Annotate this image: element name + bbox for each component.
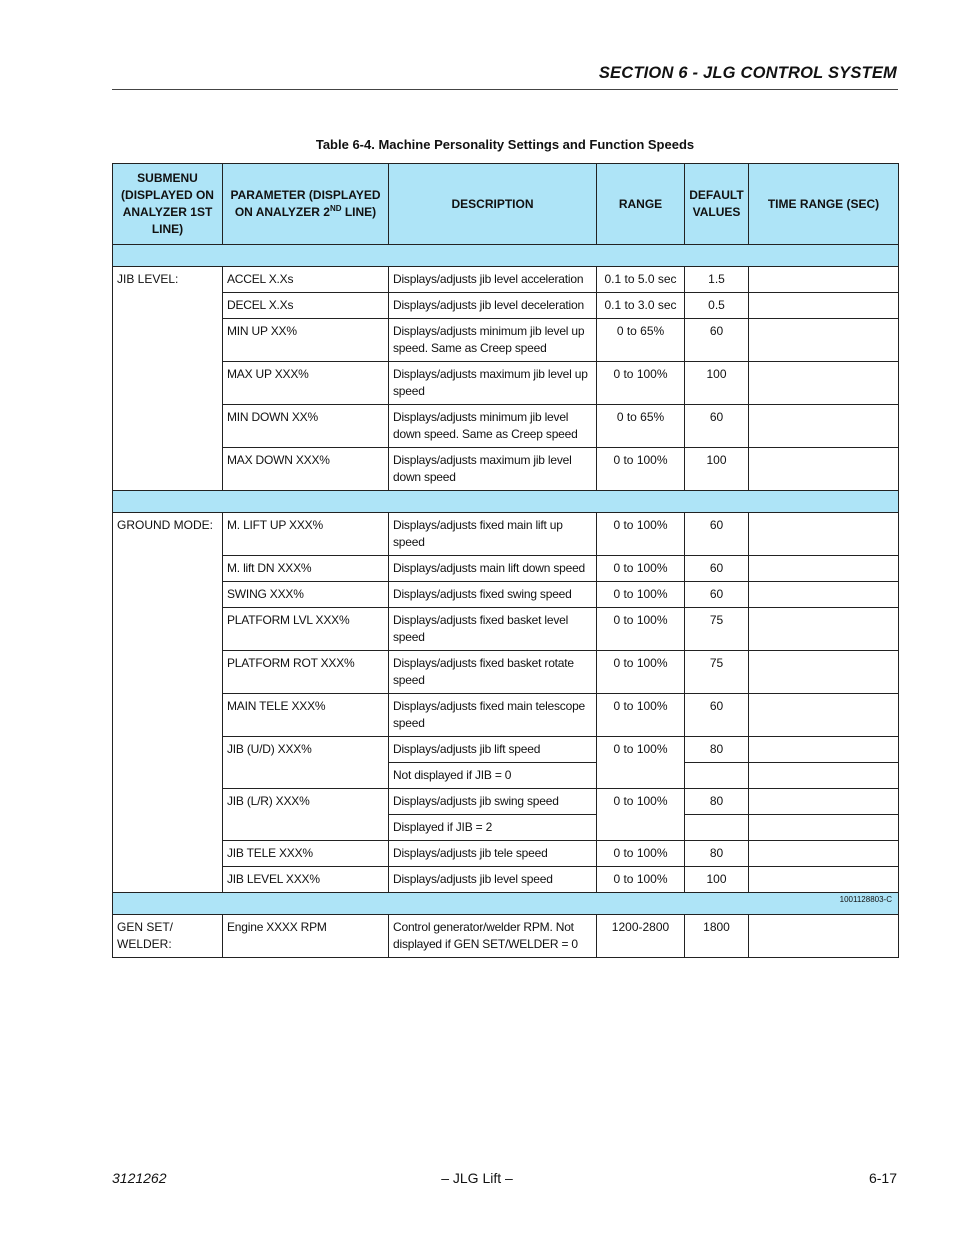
desc-cell: Displays/adjusts fixed basket level speed — [389, 608, 597, 651]
desc-cell: Displays/adjusts minimum jib level up speed. Same as Creep speed — [389, 319, 597, 362]
col-parameter-sup: ND — [329, 204, 342, 213]
param-cell: Engine XXXX RPM — [223, 915, 389, 958]
default-cell: 60 — [685, 319, 749, 362]
col-parameter-suffix: LINE) — [341, 205, 377, 219]
range-cell: 0 to 100% — [597, 608, 685, 651]
default-cell: 0.5 — [685, 293, 749, 319]
range-cell: 0 to 100% — [597, 513, 685, 556]
desc-cell: Displays/adjusts jib tele speed — [389, 841, 597, 867]
range-cell: 0 to 100% — [597, 867, 685, 893]
table-row — [113, 362, 899, 405]
default-cell: 80 — [685, 789, 749, 815]
default-cell: 60 — [685, 513, 749, 556]
desc-cell: Displays/adjusts jib level deceleration — [389, 293, 597, 319]
param-cell: MAX DOWN XXX% — [223, 448, 389, 491]
table-row — [113, 867, 899, 893]
table-row — [113, 789, 899, 815]
page-number: 6-17 — [868, 1170, 897, 1186]
desc-cell: Displays/adjusts jib level speed — [389, 867, 597, 893]
time-range-cell — [749, 915, 899, 958]
table-row — [113, 293, 899, 319]
time-range-cell — [749, 405, 899, 448]
desc-cell: Displays/adjusts fixed basket rotate speed — [389, 651, 597, 694]
col-time-range: TIME RANGE (SEC) — [749, 164, 899, 245]
time-range-cell — [749, 293, 899, 319]
param-cell: MIN UP XX% — [223, 319, 389, 362]
submenu-cell: JIB LEVEL: — [113, 267, 223, 491]
default-cell: 100 — [685, 448, 749, 491]
table-row — [113, 448, 899, 491]
band-gen-set — [113, 893, 899, 915]
personality-settings-table — [112, 163, 899, 958]
time-range-cell — [749, 737, 899, 763]
desc-cell: Displays/adjusts jib swing speed — [389, 789, 597, 815]
param-cell: SWING XXX% — [223, 582, 389, 608]
time-range-cell — [749, 841, 899, 867]
table-row — [113, 694, 899, 737]
default-cell: 100 — [685, 867, 749, 893]
table-row — [113, 405, 899, 448]
default-cell: 60 — [685, 582, 749, 608]
header-rule — [112, 89, 898, 90]
default-cell: 60 — [685, 694, 749, 737]
range-cell: 1200-2800 — [597, 915, 685, 958]
time-range-cell — [749, 815, 899, 841]
table-title: Table 6-4. Machine Personality Settings and Function Speeds — [315, 137, 695, 152]
default-cell — [685, 815, 749, 841]
desc-cell: Displays/adjusts jib level acceleration — [389, 267, 597, 293]
range-cell: 0 to 100% — [597, 556, 685, 582]
param-cell: DECEL X.Xs — [223, 293, 389, 319]
param-cell: M. LIFT UP XXX% — [223, 513, 389, 556]
table-row — [113, 267, 899, 293]
col-submenu: SUBMENU (DISPLAYED ON ANALYZER 1ST LINE) — [113, 164, 223, 245]
submenu-cell: GROUND MODE: — [113, 513, 223, 893]
col-default: DEFAULT VALUES — [685, 164, 749, 245]
range-cell: 0 to 100% — [597, 694, 685, 737]
table-row — [113, 841, 899, 867]
desc-cell: Displays/adjusts jib lift speed — [389, 737, 597, 763]
range-cell: 0 to 100% — [597, 789, 685, 841]
col-parameter-text: PARAMETER (DISPLAYED ON ANALYZER 2 — [230, 188, 381, 219]
section-title: SECTION 6 - JLG CONTROL SYSTEM — [598, 64, 897, 82]
default-cell: 80 — [685, 737, 749, 763]
time-range-cell — [749, 362, 899, 405]
range-cell: 0.1 to 5.0 sec — [597, 267, 685, 293]
time-range-cell — [749, 448, 899, 491]
table-row — [113, 737, 899, 763]
time-range-cell — [749, 319, 899, 362]
range-cell: 0 to 100% — [597, 448, 685, 491]
part-number: 1001128803-C — [839, 895, 892, 904]
time-range-cell — [749, 556, 899, 582]
table-row — [113, 556, 899, 582]
time-range-cell — [749, 513, 899, 556]
default-cell: 1800 — [685, 915, 749, 958]
time-range-cell — [749, 789, 899, 815]
time-range-cell — [749, 651, 899, 694]
time-range-cell — [749, 763, 899, 789]
table-row — [113, 608, 899, 651]
time-range-cell — [749, 267, 899, 293]
col-parameter — [223, 164, 389, 245]
default-cell: 1.5 — [685, 267, 749, 293]
time-range-cell — [749, 582, 899, 608]
desc-cell: Displays/adjusts minimum jib level down speed. Same as Creep speed — [389, 405, 597, 448]
desc-cell: Displays/adjusts maximum jib level up speed — [389, 362, 597, 405]
range-cell: 0 to 100% — [597, 651, 685, 694]
param-cell: PLATFORM LVL XXX% — [223, 608, 389, 651]
range-cell: 0 to 65% — [597, 405, 685, 448]
doc-number: 3121262 — [112, 1170, 167, 1186]
footer-center: – JLG Lift – — [441, 1170, 513, 1186]
default-cell — [685, 763, 749, 789]
header-row — [113, 164, 899, 245]
param-cell: ACCEL X.Xs — [223, 267, 389, 293]
param-cell: PLATFORM ROT XXX% — [223, 651, 389, 694]
param-cell: M. lift DN XXX% — [223, 556, 389, 582]
range-cell: 0 to 65% — [597, 319, 685, 362]
range-cell: 0 to 100% — [597, 362, 685, 405]
col-range: RANGE — [597, 164, 685, 245]
param-cell: JIB (L/R) XXX% — [223, 789, 389, 841]
range-cell: 0 to 100% — [597, 582, 685, 608]
default-cell: 60 — [685, 556, 749, 582]
param-cell: MAX UP XXX% — [223, 362, 389, 405]
desc-cell: Displays/adjusts fixed swing speed — [389, 582, 597, 608]
band-ground-mode — [113, 491, 899, 513]
table-row — [113, 915, 899, 958]
desc-cell: Displays/adjusts fixed main lift up speed — [389, 513, 597, 556]
time-range-cell — [749, 867, 899, 893]
param-cell: JIB LEVEL XXX% — [223, 867, 389, 893]
desc-cell: Displays/adjusts maximum jib level down speed — [389, 448, 597, 491]
table-row — [113, 651, 899, 694]
range-cell: 0 to 100% — [597, 841, 685, 867]
time-range-cell — [749, 694, 899, 737]
desc-cell: Displays/adjusts fixed main telescope speed — [389, 694, 597, 737]
param-cell: MIN DOWN XX% — [223, 405, 389, 448]
desc-cell: Control generator/welder RPM. Not displayed if GEN SET/WELDER = 0 — [389, 915, 597, 958]
default-cell: 75 — [685, 651, 749, 694]
desc-cell: Displays/adjusts main lift down speed — [389, 556, 597, 582]
default-cell: 60 — [685, 405, 749, 448]
table-row — [113, 582, 899, 608]
submenu-cell: GEN SET/ WELDER: — [113, 915, 223, 958]
band-jib-level — [113, 245, 899, 267]
default-cell: 75 — [685, 608, 749, 651]
table-row — [113, 319, 899, 362]
param-cell: JIB TELE XXX% — [223, 841, 389, 867]
table-row — [113, 513, 899, 556]
desc-note-cell: Displayed if JIB = 2 — [389, 815, 597, 841]
param-cell: MAIN TELE XXX% — [223, 694, 389, 737]
col-description: DESCRIPTION — [389, 164, 597, 245]
default-cell: 100 — [685, 362, 749, 405]
desc-note-cell: Not displayed if JIB = 0 — [389, 763, 597, 789]
range-cell: 0 to 100% — [597, 737, 685, 789]
time-range-cell — [749, 608, 899, 651]
default-cell: 80 — [685, 841, 749, 867]
range-cell: 0.1 to 3.0 sec — [597, 293, 685, 319]
param-cell: JIB (U/D) XXX% — [223, 737, 389, 789]
